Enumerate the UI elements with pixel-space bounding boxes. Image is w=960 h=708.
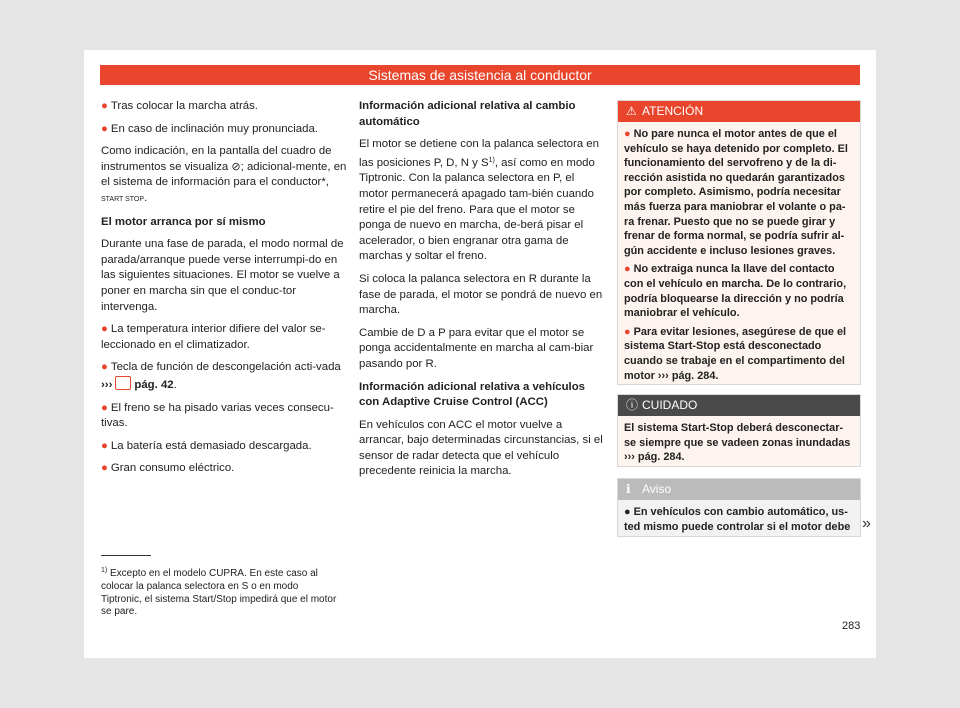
bullet-icon: ●	[624, 506, 634, 518]
paragraph: En vehículos con ACC el motor vuelve a arrancar, bajo determinadas circunstancias, si el sensor de radar detecta que el vehículo precedente reinicia la marcha.	[359, 418, 603, 478]
list-item: ● Para evitar lesiones, asegúrese de que el sistema Start-Stop está desconectado cuando se trabaje en el compartimento del motor ››› pág. 284.	[624, 325, 847, 382]
paragraph: El motor se detiene con la palanca selectora en las posiciones P, D, N y $S^{1)}$, así como en modo Tiptronic. Con la palanca selectora en P, el motor permanecerá apagado tam-bién cuando retire el pie del freno. Para que el motor se ponga de nuevo en marcha, de-berá pisar el acelerador, o bien engranar otra gama de marchas y soltar el freno.	[359, 138, 599, 263]
note-box	[617, 478, 861, 537]
footnote-divider	[101, 555, 151, 556]
note-header: ℹ Aviso	[618, 479, 860, 500]
list-item: ● En vehículos con cambio automático, us-ted mismo puede controlar si el motor debe	[624, 506, 851, 533]
page-reference[interactable]: pág. 42	[134, 378, 174, 391]
paragraph: Cambie de D a P para evitar que el motor se ponga accidentalmente en marcha al cam-biar pasando por R.	[359, 326, 594, 370]
bullet-icon: ●	[101, 401, 108, 414]
paragraph: Si coloca la palanca selectora en R durante la fase de parada, el motor se pondrá de nuevo en marcha.	[359, 272, 603, 317]
caution-body: El sistema Start-Stop deberá desconectar-se siempre que se vadeen zonas inundadas ››› pág. 284.	[624, 422, 851, 464]
start-stop-icon: ⊘	[231, 160, 241, 173]
warning-box	[617, 100, 861, 385]
bullet-icon: ●	[101, 462, 108, 475]
footnote-mark: 1)	[101, 567, 108, 574]
page-reference[interactable]: pág. 284.	[671, 369, 719, 382]
bullet-icon: ●	[101, 100, 108, 112]
list-item: ● La batería está demasiado descargada.	[101, 439, 312, 452]
section-header: Sistemas de asistencia al conductor	[100, 65, 860, 85]
footnote-mark: 1)	[488, 156, 495, 164]
bullet-icon: ●	[624, 325, 631, 338]
section-heading: Información adicional relativa al cambio automático	[359, 100, 576, 128]
section-heading: Información adicional relativa a vehículos con Adaptive Cruise Control (ACC)	[359, 380, 585, 409]
bullet-icon: ●	[101, 122, 108, 135]
info-circle-icon: ⓘ	[626, 398, 639, 412]
warning-header: ⚠ ATENCIÓN	[618, 101, 860, 122]
list-item: ● Gran consumo eléctrico.	[101, 462, 235, 475]
bullet-icon: ●	[101, 361, 108, 374]
page-number: 283	[842, 620, 861, 632]
list-item: ● La temperatura interior difiere del valor se-leccionado en el climatizador.	[101, 323, 326, 351]
caution-box	[617, 394, 861, 467]
list-item: ● En caso de inclinación muy pronunciada.	[101, 122, 318, 135]
book-icon	[115, 376, 131, 390]
caution-header: ⓘ CUIDADO	[618, 395, 860, 416]
footnote: $^{1)}$ Excepto en el modelo CUPRA. En este caso al colocar la palanca selectora en S o en modo Tiptronic, el sistema Start/Stop impedirá que el motor se pare.	[101, 567, 337, 618]
list-item: ● Tecla de función de descongelación acti-vada ››› pág. 42.	[101, 361, 341, 391]
paragraph: Como indicación, en la pantalla del cuadro de instrumentos se visualiza ⊘; adicional-mente, en el sistema de información para el conductor*, START STOP.	[101, 145, 347, 204]
left-column	[101, 99, 347, 484]
continue-arrow-icon: »	[862, 515, 871, 532]
list-item: ● No extraiga nunca la llave del contacto con el vehículo en marcha. De lo contrario, podría bloquearse la dirección y no podría maniobrar el vehículo.	[624, 263, 847, 320]
bullet-icon: ●	[101, 439, 108, 452]
middle-column	[359, 99, 605, 487]
info-square-icon: ℹ	[626, 482, 631, 496]
page-reference[interactable]: pág. 284.	[637, 451, 685, 464]
list-item: ● No pare nunca el motor antes de que el vehículo se haya detenido por completo. El funcionamiento del servofreno y de la di-rección asistida no quedarán garantizados por completo. Asimismo, podría necesitar más fuerza para maniobrar el volante o pa-ra frenar. Puesto que no se puede girar y frenar de forma normal, se podría sufrir al-gún accidente e incluso lesiones graves.	[624, 128, 848, 257]
warning-triangle-icon: ⚠	[626, 104, 637, 118]
paragraph: Durante una fase de parada, el modo normal de parada/arranque puede verse interrumpi-do en las siguientes situaciones. El motor se vuelve a poner en marcha sin que el conduc-tor intervenga.	[101, 238, 344, 313]
start-stop-label-icon: START STOP	[101, 195, 145, 203]
note-body	[618, 500, 860, 544]
list-item: ● Tras colocar la marcha atrás.	[101, 100, 258, 112]
section-heading: El motor arranca por sí mismo	[101, 215, 266, 228]
bullet-icon: ●	[624, 128, 631, 140]
list-item: ● El freno se ha pisado varias veces consecu-tivas.	[101, 401, 334, 430]
bullet-icon: ●	[624, 263, 631, 276]
warning-body	[618, 122, 860, 393]
bullet-icon: ●	[101, 323, 108, 336]
